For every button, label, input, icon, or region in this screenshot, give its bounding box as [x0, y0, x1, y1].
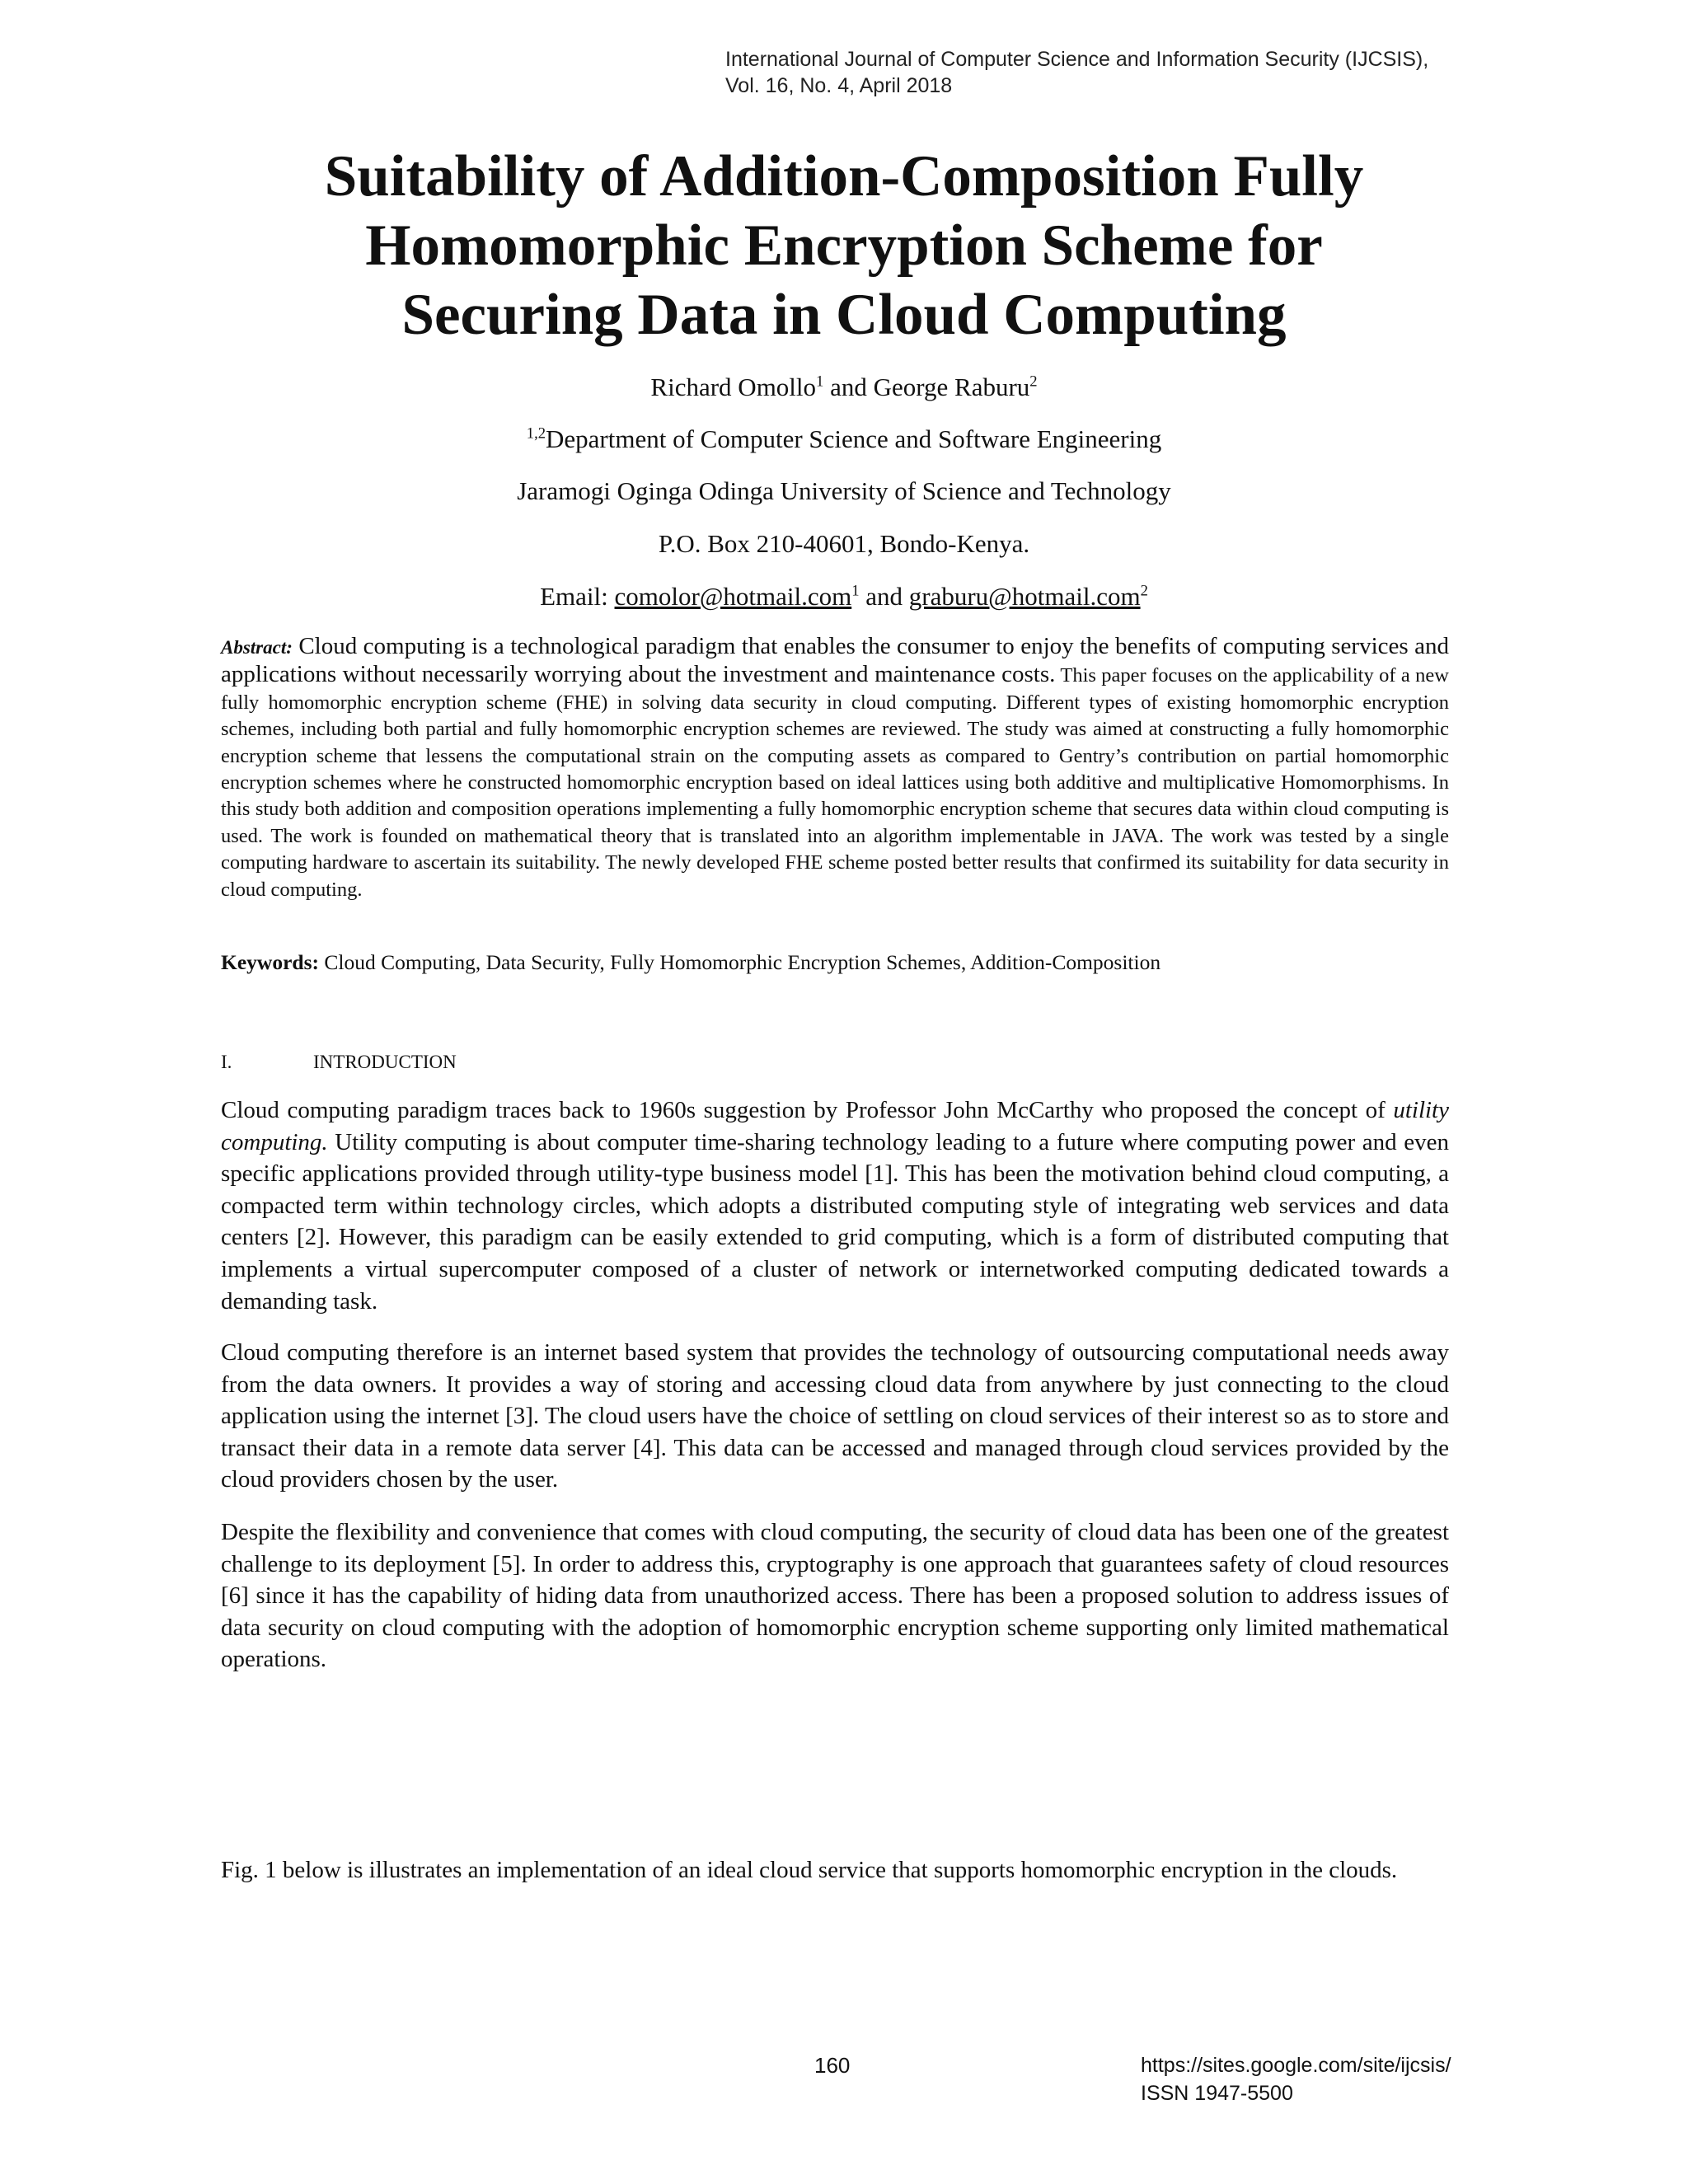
paragraph-text: Utility computing is about computer time-sharing technology leading to a future where computing power and even specific applications provided through utility-type business model [1]. This has been the motivation behind cloud computing, a compacted term within technology circles, which adopts a distributed computing style of integrating web services and data centers [2]. However, this paradigm can be easily extended to grid computing, which is a form of distributed computing that implements a virtual supercomputer composed of a cluster of network or internetworked computing dedicated towards a demanding task. — [221, 1128, 1449, 1315]
author-name: Richard Omollo — [650, 373, 817, 401]
page-number: 160 — [814, 2053, 851, 2078]
body-paragraph-1 — [221, 1094, 1449, 1317]
journal-header — [725, 46, 1428, 99]
footer-url[interactable]: https://sites.google.com/site/ijcsis/ — [1141, 2054, 1451, 2077]
body-paragraph-2: Cloud computing therefore is an internet based system that provides the technology of outsourcing computational needs away from the data owners. It provides a way of storing and accessing cloud data from anywhere by just connecting to the cloud application using the internet [3]. The cloud users have the choice of settling on cloud services of their interest so as to store and transact their data in a remote data server [4]. This data can be accessed and managed through cloud services provided by the cloud providers chosen by the user. — [221, 1339, 1449, 1493]
email-label: Email: — [540, 582, 615, 611]
footer-issn: ISSN 1947-5500 — [1141, 2082, 1293, 2105]
title-line-3: Securing Data in Cloud Computing — [401, 283, 1287, 347]
keywords-label: Keywords: — [221, 950, 319, 974]
author-affiliation-mark: 1 — [816, 373, 824, 391]
email-connector: and — [859, 582, 909, 611]
email-line — [214, 581, 1474, 612]
email-mark: 2 — [1140, 582, 1148, 600]
abstract — [221, 633, 1449, 903]
email-link-author-2[interactable]: graburu@hotmail.com — [908, 582, 1141, 611]
section-title: INTRODUCTION — [313, 1052, 457, 1072]
email-link-author-1[interactable]: comolor@hotmail.com — [614, 582, 852, 611]
journal-volume: Vol. 16, No. 4, April 2018 — [725, 74, 953, 97]
abstract-label: Abstract: — [221, 637, 293, 658]
section-heading — [221, 1050, 457, 1075]
keywords-text: Cloud Computing, Data Security, Fully Homomorphic Encryption Schemes, Addition-Composition — [318, 950, 1161, 974]
department-line — [214, 424, 1474, 455]
body-paragraph-4: Fig. 1 below is illustrates an implementation of an ideal cloud service that supports homomorphic encryption in the clouds. — [221, 1857, 1398, 1883]
authors-line — [214, 372, 1474, 403]
journal-name: International Journal of Computer Science and Information Security (IJCSIS), — [725, 48, 1429, 71]
keywords — [221, 949, 1449, 976]
address-line: P.O. Box 210-40601, Bondo-Kenya. — [658, 529, 1030, 558]
body-paragraph-3: Despite the flexibility and convenience that comes with cloud computing, the security of cloud data has been one of the greatest challenge to its deployment [5]. In order to address this, cryptography is one approach that guarantees safety of cloud resources [6] since it has the capability of hiding data from unauthorized access. There has been a proposed solution to address issues of data security on cloud computing with the adoption of homomorphic encryption scheme supporting only limited mathematical operations. — [221, 1519, 1449, 1673]
author-connector: and — [823, 373, 874, 401]
abstract-body-text: This paper focuses on the applicability of a new fully homomorphic encryption scheme (FHE) in solving data security in cloud computing. Different types of existing homomorphic encryption schemes, including both partial and fully homomorphic encryption schemes are reviewed. The study was aimed at constructing a fully homomorphic encryption scheme that lessens the computational strain on the computing assets as compared to Gentry’s contribution on partial homomorphic encryption schemes where he constructed homomorphic encryption based on ideal lattices using both additive and multiplicative Homomorphisms. In this study both addition and composition operations implementing a fully homomorphic encryption scheme that secures data within cloud computing is used. The work is founded on mathematical theory that is translated into an algorithm implementable in JAVA. The work was tested by a single computing hardware to ascertain its suitability. The newly developed FHE scheme posted better results that confirmed its suitability for data security in cloud computing. — [221, 664, 1449, 901]
section-number: I. — [221, 1052, 232, 1072]
paragraph-text: Cloud computing paradigm traces back to 1960s suggestion by Professor John McCarthy who proposed the concept of — [221, 1097, 1394, 1123]
university-line: Jaramogi Oginga Odinga University of Science and Technology — [517, 476, 1171, 505]
email-mark: 1 — [851, 582, 860, 600]
emphasis-utility-computing: utility computing. — [221, 1097, 1449, 1155]
affiliation-mark: 1,2 — [526, 424, 546, 443]
abstract-lead-text: Cloud computing is a technological paradigm that enables the consumer to enjoy the benefits of computing services and applications without necessarily worrying about the investment and maintenance costs. — [221, 633, 1449, 688]
department-name: Department of Computer Science and Software Engineering — [546, 424, 1162, 453]
paper-title — [206, 142, 1482, 349]
author-affiliation-mark: 2 — [1029, 373, 1038, 391]
author-name: George Raburu — [873, 373, 1030, 401]
title-line-2: Homomorphic Encryption Scheme for — [365, 213, 1323, 278]
title-line-1: Suitability of Addition-Composition Fully — [324, 144, 1364, 209]
